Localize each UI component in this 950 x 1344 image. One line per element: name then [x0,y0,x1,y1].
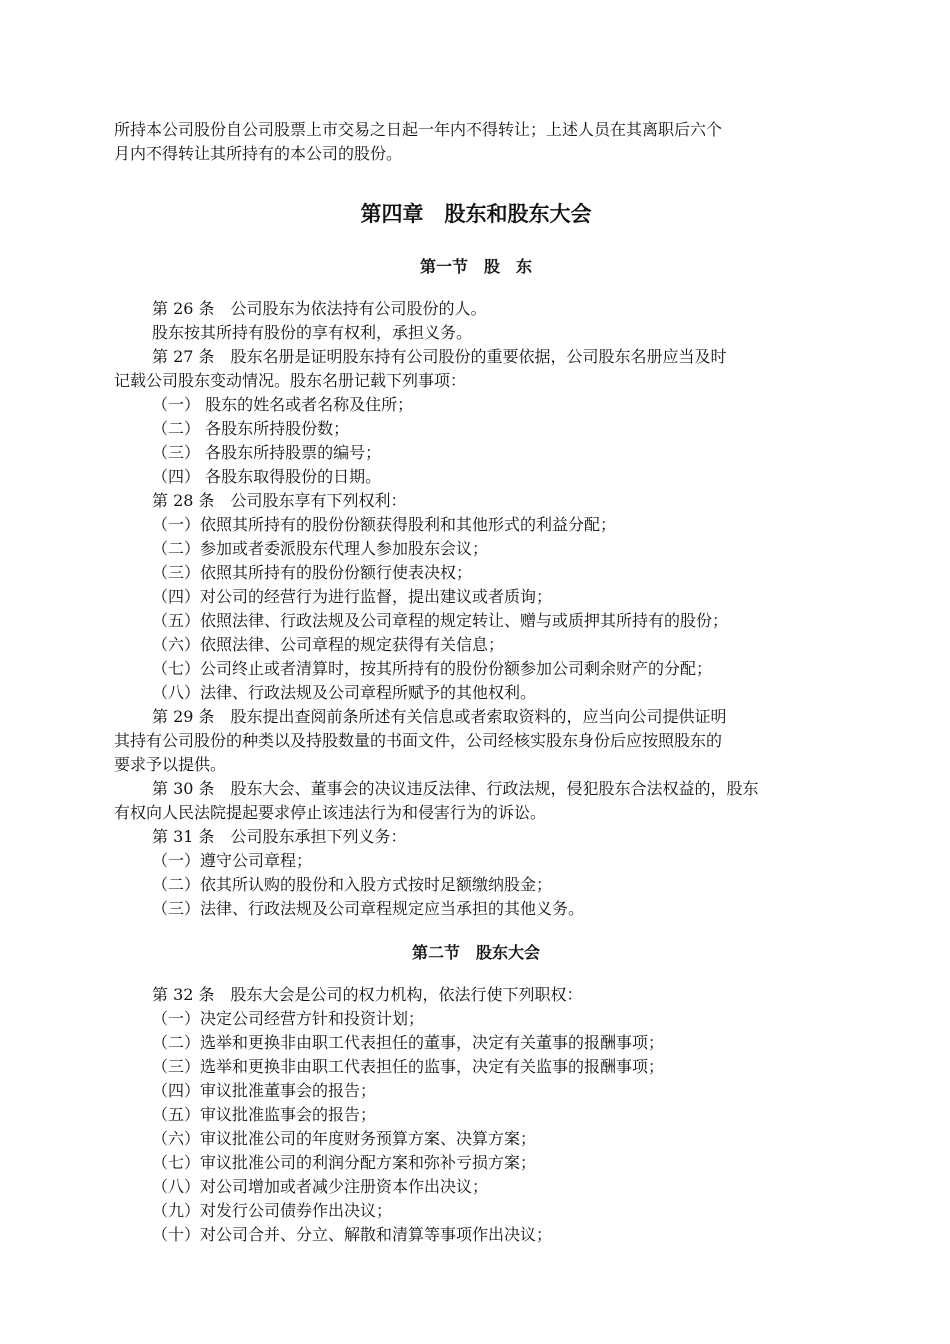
section-1-body [114,297,838,921]
paragraph-line: （八）对公司增加或者减少注册资本作出决议； [152,1177,489,1196]
paragraph-line: （一）决定公司经营方针和投资计划； [152,1009,425,1028]
paragraph-line: （七）审议批准公司的利润分配方案和弥补亏损方案； [152,1153,537,1172]
paragraph-line: 第 32 条 股东大会是公司的权力机构，依法行使下列职权： [152,985,583,1004]
paragraph-line: 要求予以提供。 [114,755,227,774]
paragraph-line: （四）审议批准董事会的报告； [152,1081,377,1100]
paragraph-line: （四）对公司的经营行为进行监督，提出建议或者质询； [152,587,553,606]
section-1-title: 第一节 股 东 [419,257,532,276]
paragraph-line: （九）对发行公司债券作出决议； [152,1201,393,1220]
paragraph-line: （五）审议批准监事会的报告； [152,1105,377,1124]
section-2-body [114,983,838,1247]
paragraph-line: （十）对公司合并、分立、解散和清算等事项作出决议； [152,1225,553,1244]
paragraph-line: 其持有公司股份的种类以及持股数量的书面文件，公司经核实股东身份后应按照股东的 [114,731,723,750]
paragraph-line: （八）法律、行政法规及公司章程所赋予的其他权利。 [152,683,537,702]
paragraph-line: （三） 各股东所持股票的编号； [152,443,382,462]
paragraph-line: （三）选举和更换非由职工代表担任的监事，决定有关监事的报酬事项； [152,1057,665,1076]
intro-line: 所持本公司股份自公司股票上市交易之日起一年内不得转让；上述人员在其离职后六个 [114,120,723,139]
paragraph-line: 第 28 条 公司股东享有下列权利： [152,491,407,510]
paragraph-line: （三）法律、行政法规及公司章程规定应当承担的其他义务。 [152,899,585,918]
paragraph-line: （二）参加或者委派股东代理人参加股东会议； [152,539,489,558]
paragraph-line: 第 26 条 公司股东为依法持有公司股份的人。 [152,299,487,318]
paragraph-line: （二）选举和更换非由职工代表担任的董事，决定有关董事的报酬事项； [152,1033,665,1052]
paragraph-line: （一）依照其所持有的股份份额获得股利和其他形式的利益分配； [152,515,617,534]
paragraph-line: （二）依其所认购的股份和入股方式按时足额缴纳股金； [152,875,553,894]
paragraph-line: 有权向人民法院提起要求停止该违法行为和侵害行为的诉讼。 [114,803,547,822]
paragraph-line: （一）遵守公司章程； [152,851,313,870]
paragraph-line: （六）审议批准公司的年度财务预算方案、决算方案； [152,1129,537,1148]
chapter-title: 第四章 股东和股东大会 [360,201,592,226]
intro-paragraph [114,118,838,166]
paragraph-line: 股东按其所持有股份的享有权利，承担义务。 [152,323,473,342]
paragraph-line: （六）依照法律、公司章程的规定获得有关信息； [152,635,505,654]
paragraph-line: 第 29 条 股东提出查阅前条所述有关信息或者索取资料的，应当向公司提供证明 [152,707,727,726]
paragraph-line: 第 27 条 股东名册是证明股东持有公司股份的重要依据，公司股东名册应当及时 [152,347,727,366]
paragraph-line: （七）公司终止或者清算时，按其所持有的股份份额参加公司剩余财产的分配； [152,659,713,678]
intro-line: 月内不得转让其所持有的本公司的股份。 [114,144,403,163]
paragraph-line: （一） 股东的姓名或者名称及住所； [152,395,414,414]
paragraph-line: （四） 各股东取得股份的日期。 [152,467,382,486]
document-page [114,118,838,1247]
paragraph-line: （五）依照法律、行政法规及公司章程的规定转让、赠与或质押其所持有的股份； [152,611,729,630]
paragraph-line: （三）依照其所持有的股份份额行使表决权； [152,563,473,582]
paragraph-line: （二） 各股东所持股份数； [152,419,350,438]
section-2-title: 第二节 股东大会 [411,943,540,962]
paragraph-line: 记载公司股东变动情况。股东名册记载下列事项： [114,371,467,390]
paragraph-line: 第 30 条 股东大会、董事会的决议违反法律、行政法规，侵犯股东合法权益的，股东 [152,779,759,798]
paragraph-line: 第 31 条 公司股东承担下列义务： [152,827,407,846]
